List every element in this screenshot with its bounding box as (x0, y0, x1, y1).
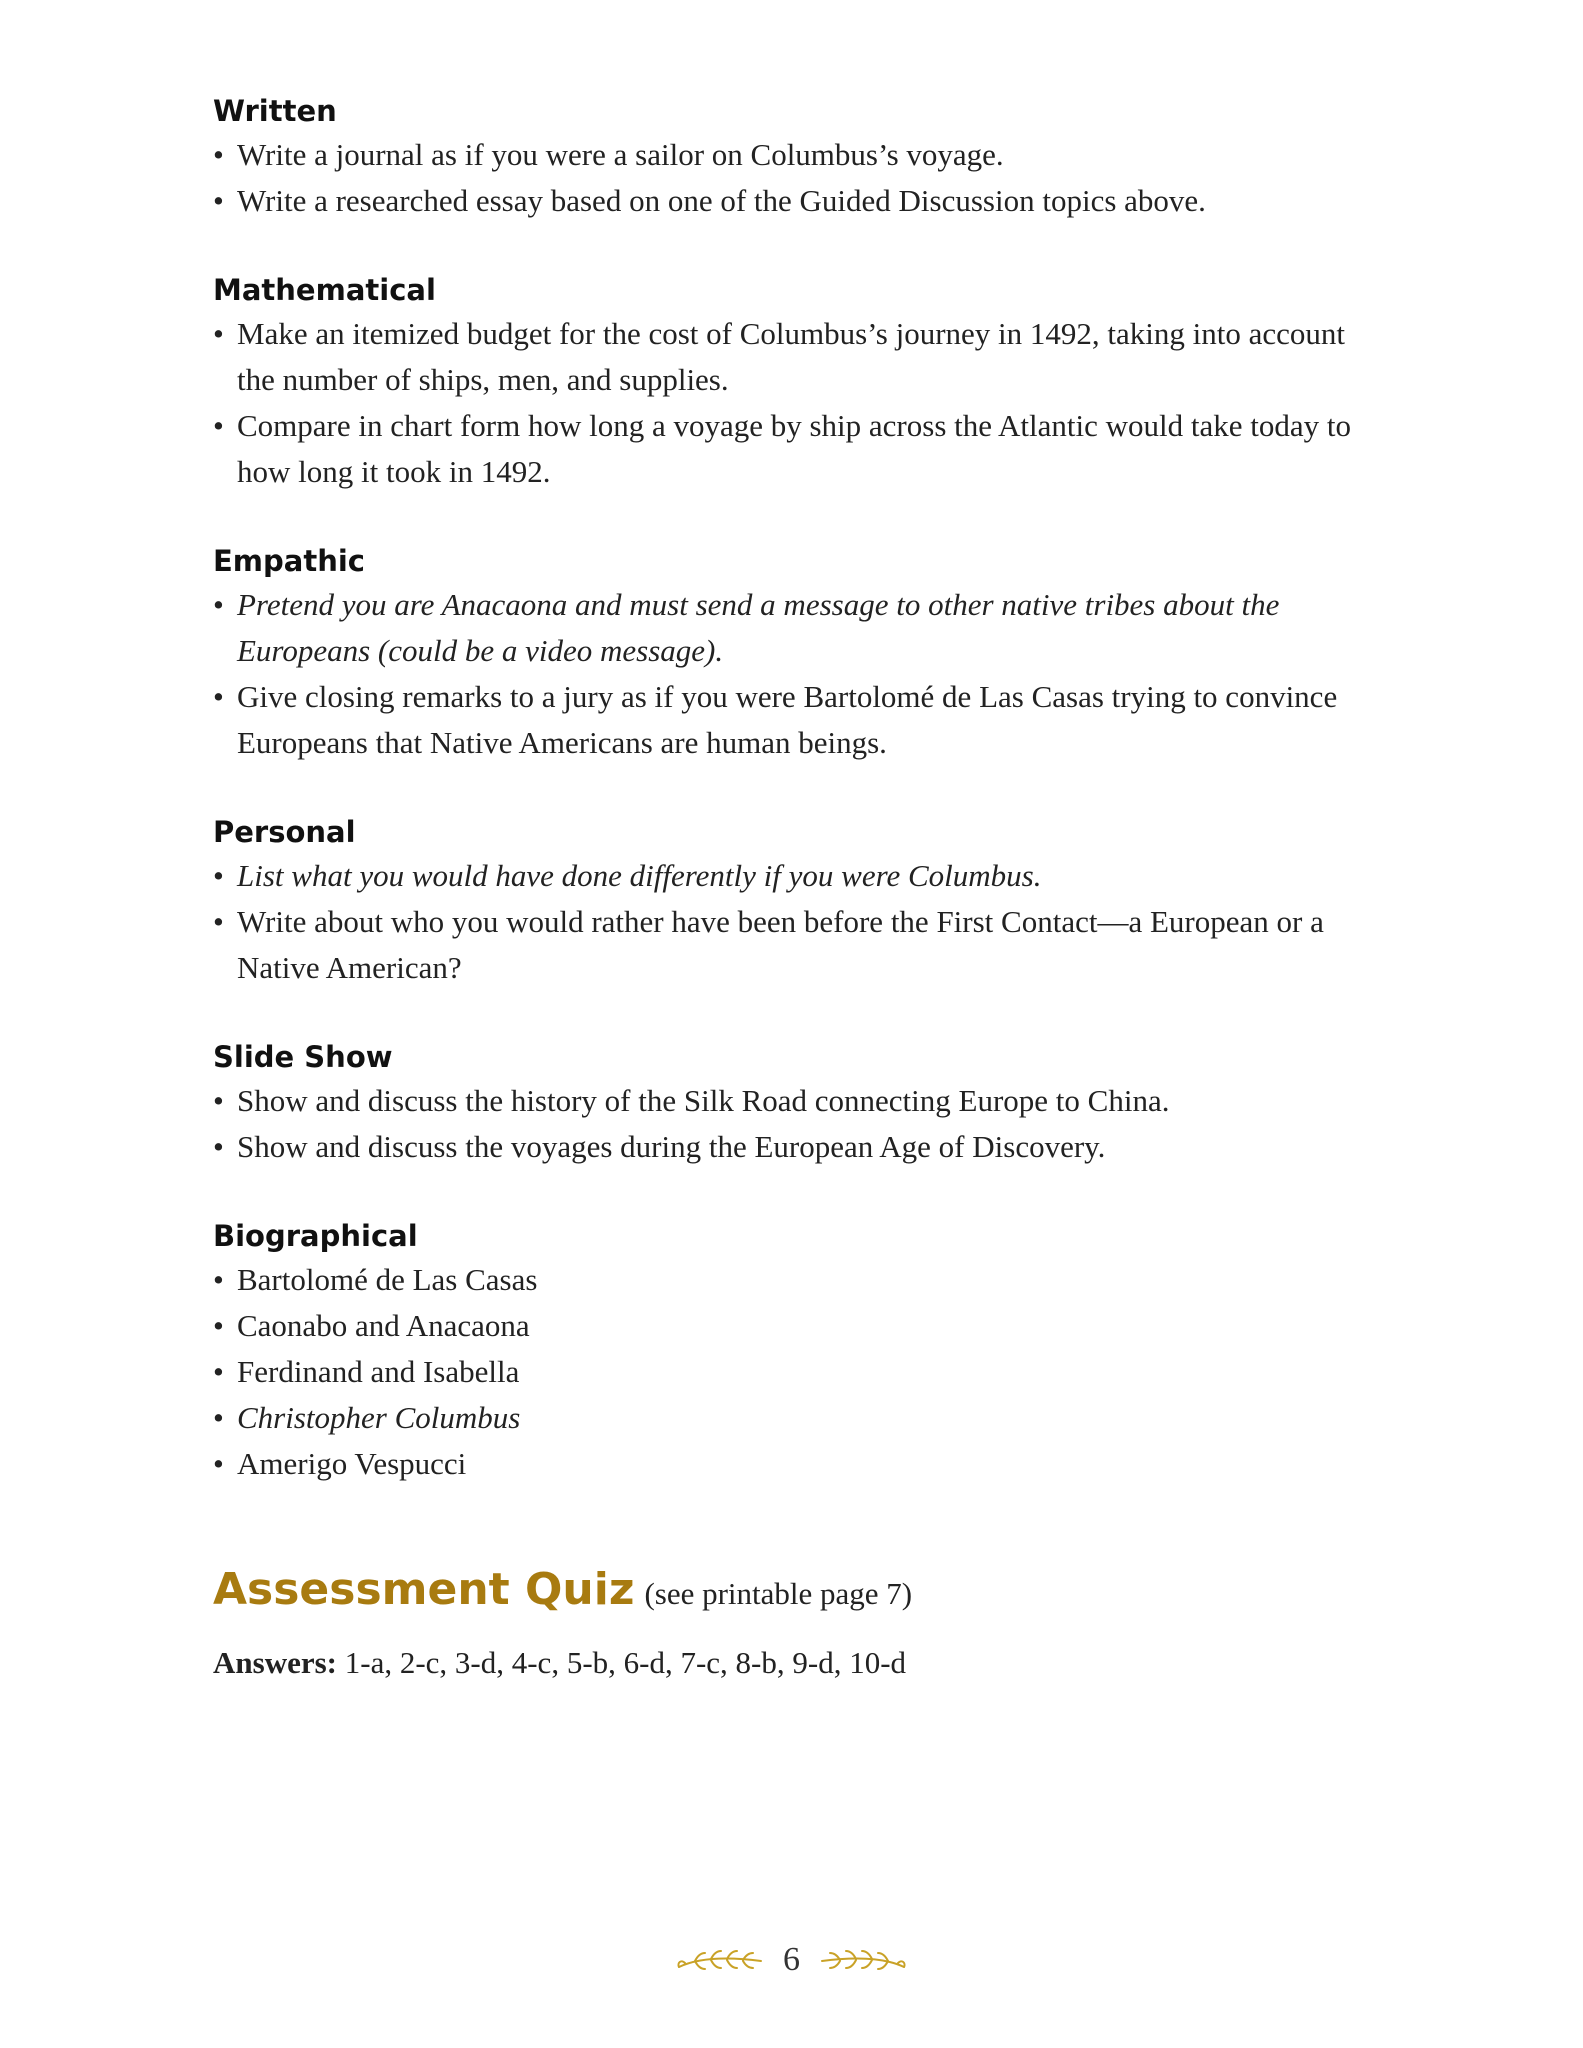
section-heading: Empathic (213, 544, 365, 578)
page-footer (0, 1930, 1583, 1990)
quiz-answers (213, 1640, 1383, 1686)
answers-text: 1-a, 2-c, 3-d, 4-c, 5-b, 6-d, 7-c, 8-b, 9-d, 10-d (344, 1645, 907, 1680)
answers-label: Answers: (213, 1645, 337, 1680)
list-item: • Caonabo and Anacaona (213, 1303, 1383, 1349)
item-list (213, 311, 1383, 495)
item-list (213, 853, 1383, 991)
item-list (213, 132, 1383, 224)
section-heading: Biographical (213, 1219, 418, 1253)
section-slide-show (213, 1036, 1383, 1170)
list-item: • Pretend you are Anacaona and must send a message to other native tribes about the Europeans (could be a video message). (213, 582, 1383, 674)
list-item: • Write a journal as if you were a sailor on Columbus’s voyage. (213, 132, 1383, 178)
section-heading: Mathematical (213, 273, 436, 307)
list-item: • Give closing remarks to a jury as if you were Bartolomé de Las Casas trying to convince Europeans that Native Americans are human beings. (213, 674, 1383, 766)
page-number: 6 (783, 1941, 800, 1978)
list-item: • Amerigo Vespucci (213, 1441, 1383, 1487)
list-item: • Bartolomé de Las Casas (213, 1257, 1383, 1303)
section-heading: Personal (213, 815, 356, 849)
quiz-title: Assessment Quiz (213, 1564, 635, 1615)
list-item: • List what you would have done differently if you were Columbus. (213, 853, 1383, 899)
quiz-note: (see printable page 7) (644, 1576, 913, 1611)
list-item: • Write a researched essay based on one of the Guided Discussion topics above. (213, 178, 1383, 224)
left-flourish-icon (675, 1945, 765, 1975)
section-heading: Slide Show (213, 1040, 393, 1074)
list-item: • Show and discuss the voyages during the European Age of Discovery. (213, 1124, 1383, 1170)
list-item: • Write about who you would rather have been before the First Contact—a European or a Native American? (213, 899, 1383, 991)
item-list (213, 1078, 1383, 1170)
activities-content (213, 90, 1383, 1532)
assessment-quiz (213, 1560, 1383, 1686)
item-list (213, 582, 1383, 766)
section-heading: Written (213, 94, 337, 128)
section-empathic (213, 540, 1383, 766)
list-item: • Compare in chart form how long a voyage by ship across the Atlantic would take today to how long it took in 1492. (213, 403, 1383, 495)
quiz-title-line (213, 1560, 1383, 1630)
list-item: • Show and discuss the history of the Silk Road connecting Europe to China. (213, 1078, 1383, 1124)
list-item: • Christopher Columbus (213, 1395, 1383, 1441)
section-biographical (213, 1215, 1383, 1487)
section-personal (213, 811, 1383, 991)
section-mathematical (213, 269, 1383, 495)
list-item: • Make an itemized budget for the cost of Columbus’s journey in 1492, taking into account the number of ships, men, and supplies. (213, 311, 1383, 403)
list-item: • Ferdinand and Isabella (213, 1349, 1383, 1395)
item-list (213, 1257, 1383, 1487)
section-written (213, 90, 1383, 224)
right-flourish-icon (818, 1945, 908, 1975)
